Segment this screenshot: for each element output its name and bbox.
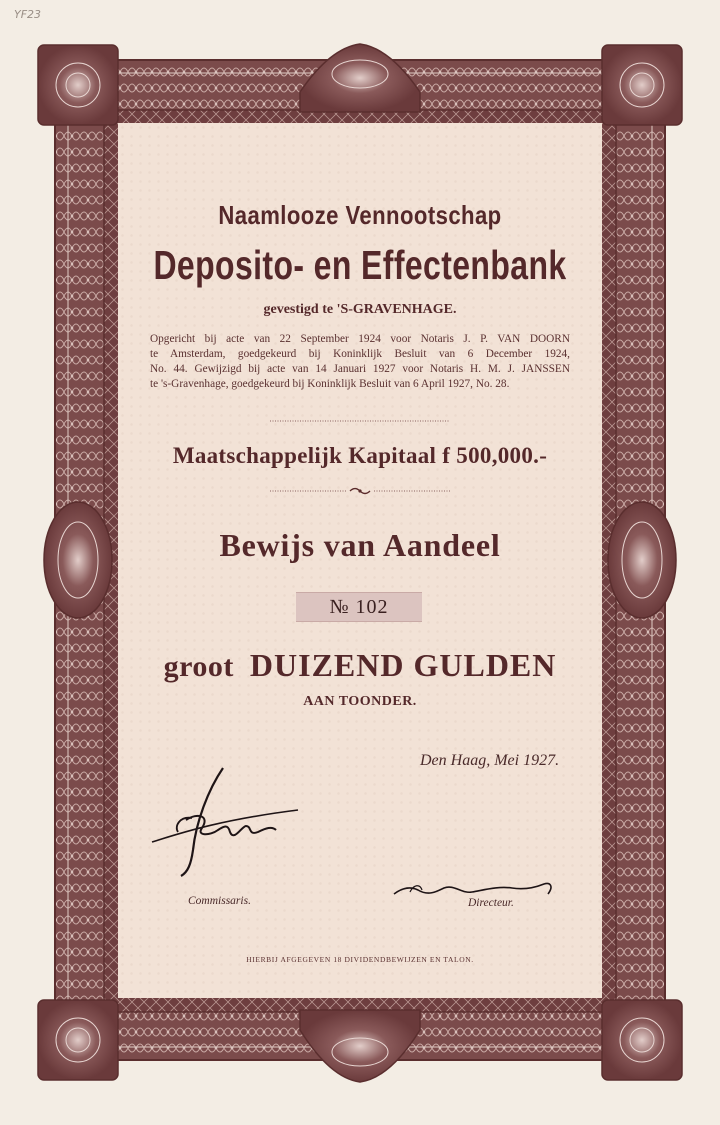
- pencil-note: YF23: [14, 8, 42, 21]
- certificate-number: № 102: [296, 592, 422, 622]
- divider-rule-ornament: [270, 485, 450, 497]
- signature-commissaris: [148, 760, 318, 880]
- founding-line: Opgericht bij acte van 22 September 1924 voor Notaris J. P. VAN DOORN: [150, 333, 570, 345]
- dividend-footnote: HIERBIJ AFGEGEVEN 18 DIVIDENDBEWIJZEN EN TALON.: [246, 955, 474, 964]
- founding-paragraph: [150, 332, 570, 392]
- capital-line: Maatschappelijk Kapitaal f 500,000.-: [172, 443, 548, 468]
- certificate-title: Bewijs van Aandeel: [219, 527, 501, 563]
- label-commissaris: Commissaris.: [188, 895, 251, 907]
- seat-line: gevestigd te 'S-GRAVENHAGE.: [263, 302, 457, 317]
- founding-line: te Amsterdam, goedgekeurd bij Koninklijk Besluit van 6 December 1924,: [150, 348, 570, 360]
- label-directeur: Directeur.: [468, 897, 514, 909]
- place-date: Den Haag, Mei 1927.: [420, 752, 560, 769]
- founding-line: No. 44. Gewijzigd bij acte van 14 Januari 1927 voor Notaris H. M. J. JANSSEN: [150, 363, 570, 375]
- founding-line: te 's-Gravenhage, goedgekeurd bij Koninklijk Besluit van 6 April 1927, No. 28.: [150, 378, 510, 390]
- bearer-line: AAN TOONDER.: [303, 694, 417, 709]
- value-amount: DUIZEND GULDEN: [249, 647, 557, 683]
- value-prefix: groot: [163, 650, 234, 683]
- divider-rule-top: [270, 416, 450, 426]
- nominal-value: [0, 647, 720, 684]
- company-name-heading: Deposito- en Effectenbank: [153, 242, 567, 288]
- company-form-heading: Naamlooze Vennootschap: [218, 200, 502, 230]
